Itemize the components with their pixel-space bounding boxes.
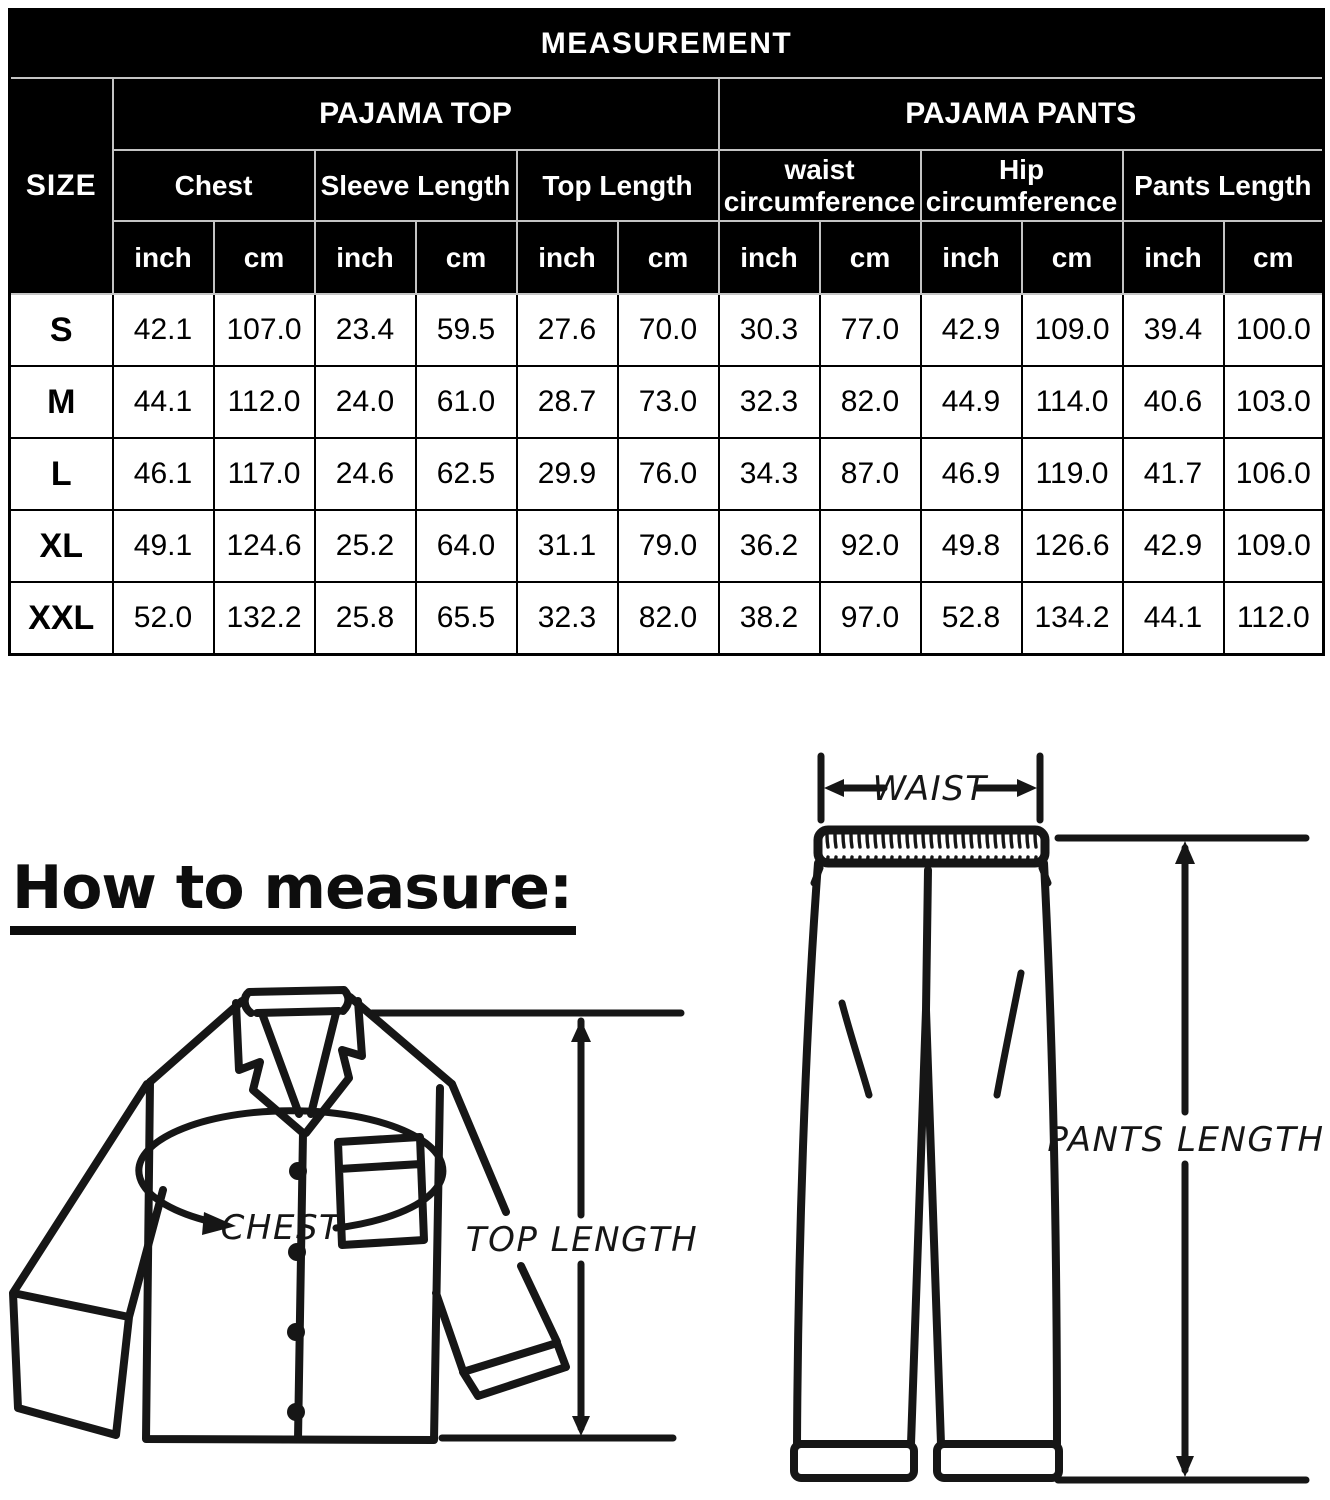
measurement-cell: 49.8 (921, 510, 1022, 582)
measurement-cell: 112.0 (214, 366, 315, 438)
pants-length-label: PANTS LENGTH (1047, 1120, 1325, 1160)
measurement-cell: 42.9 (921, 294, 1022, 366)
unit-header: inch (315, 221, 416, 294)
measurement-cell: 40.6 (1123, 366, 1224, 438)
measurement-cell: 23.4 (315, 294, 416, 366)
unit-header: cm (416, 221, 517, 294)
measurement-cell: 49.1 (113, 510, 214, 582)
group-header-pajama-top: PAJAMA TOP (113, 78, 719, 150)
how-to-measure-illustration (0, 720, 1330, 1500)
measurement-cell: 30.3 (719, 294, 820, 366)
measurement-cell: 44.1 (113, 366, 214, 438)
measurement-cell: 42.9 (1123, 510, 1224, 582)
measurement-cell: 70.0 (618, 294, 719, 366)
unit-header: inch (113, 221, 214, 294)
measurement-cell: 107.0 (214, 294, 315, 366)
measurement-cell: 92.0 (820, 510, 921, 582)
measurement-cell: 82.0 (820, 366, 921, 438)
measure-header-pants-length: Pants Length (1123, 150, 1324, 221)
measurement-cell: 61.0 (416, 366, 517, 438)
arrow-up-icon (571, 1020, 591, 1042)
size-row-xxl (10, 582, 1324, 655)
button-dot (287, 1403, 305, 1421)
measurement-cell: 46.1 (113, 438, 214, 510)
measurement-cell: 132.2 (214, 582, 315, 655)
waistband (818, 830, 1045, 863)
unit-header: inch (719, 221, 820, 294)
measurement-table (8, 8, 1325, 656)
measurement-cell: 36.2 (719, 510, 820, 582)
measurement-cell: 117.0 (214, 438, 315, 510)
measurement-cell: 59.5 (416, 294, 517, 366)
size-label: S (10, 294, 113, 366)
arrow-up-icon (1175, 841, 1195, 864)
top-length-label: TOP LENGTH (465, 1220, 699, 1260)
measurement-cell: 29.9 (517, 438, 618, 510)
measurement-cell: 46.9 (921, 438, 1022, 510)
measurement-cell: 42.1 (113, 294, 214, 366)
waist-label: WAIST (872, 769, 988, 809)
unit-header: cm (214, 221, 315, 294)
measurement-cell: 73.0 (618, 366, 719, 438)
measurement-cell: 64.0 (416, 510, 517, 582)
measurement-cell: 32.3 (517, 582, 618, 655)
unit-header: inch (1123, 221, 1224, 294)
measurement-cell: 109.0 (1022, 294, 1123, 366)
measurement-cell: 52.8 (921, 582, 1022, 655)
size-label: M (10, 366, 113, 438)
how-to-measure-section (0, 720, 1330, 1500)
measurement-cell: 87.0 (820, 438, 921, 510)
measurement-cell: 114.0 (1022, 366, 1123, 438)
measurement-cell: 25.8 (315, 582, 416, 655)
unit-header: inch (921, 221, 1022, 294)
measurement-cell: 134.2 (1022, 582, 1123, 655)
measurement-cell: 31.1 (517, 510, 618, 582)
measurement-cell: 24.6 (315, 438, 416, 510)
measure-header-chest: Chest (113, 150, 315, 221)
table-title: MEASUREMENT (10, 10, 1324, 79)
measurement-cell: 77.0 (820, 294, 921, 366)
measurement-cell: 38.2 (719, 582, 820, 655)
measurement-cell: 79.0 (618, 510, 719, 582)
measurement-cell: 106.0 (1224, 438, 1324, 510)
unit-header: inch (517, 221, 618, 294)
size-row-s (10, 294, 1324, 366)
measure-header-waist: waist circumference (719, 150, 921, 221)
measurement-cell: 103.0 (1224, 366, 1324, 438)
arrow-down-icon (1176, 1456, 1194, 1477)
measurement-cell: 62.5 (416, 438, 517, 510)
measure-header-hip: Hip circumference (921, 150, 1123, 221)
arrow-left-icon (824, 779, 844, 797)
measurement-cell: 27.6 (517, 294, 618, 366)
measurement-cell: 39.4 (1123, 294, 1224, 366)
measure-header-sleeve-length: Sleeve Length (315, 150, 517, 221)
measurement-cell: 76.0 (618, 438, 719, 510)
unit-header: cm (618, 221, 719, 294)
pants-cuff (794, 1444, 914, 1478)
measure-header-top-length: Top Length (517, 150, 719, 221)
measurement-cell: 112.0 (1224, 582, 1324, 655)
measurement-cell: 124.6 (214, 510, 315, 582)
how-to-measure-heading: How to measure: (10, 854, 576, 935)
measurement-cell: 32.3 (719, 366, 820, 438)
chest-label: CHEST (220, 1208, 342, 1248)
measurement-cell: 28.7 (517, 366, 618, 438)
button-dot (287, 1323, 305, 1341)
size-row-xl (10, 510, 1324, 582)
pants-cuff (937, 1444, 1059, 1478)
unit-header: cm (820, 221, 921, 294)
size-row-l (10, 438, 1324, 510)
measurement-cell: 126.6 (1022, 510, 1123, 582)
measurement-cell: 41.7 (1123, 438, 1224, 510)
size-row-m (10, 366, 1324, 438)
measurement-cell: 34.3 (719, 438, 820, 510)
size-label: XXL (10, 582, 113, 655)
unit-header: cm (1022, 221, 1123, 294)
measurement-cell: 24.0 (315, 366, 416, 438)
arrow-down-icon (572, 1416, 590, 1436)
group-header-pajama-pants: PAJAMA PANTS (719, 78, 1324, 150)
measurement-cell: 100.0 (1224, 294, 1324, 366)
measurement-cell: 44.1 (1123, 582, 1224, 655)
measurement-cell: 97.0 (820, 582, 921, 655)
arrow-right-icon (1017, 779, 1037, 797)
measurement-cell: 25.2 (315, 510, 416, 582)
measurement-cell: 44.9 (921, 366, 1022, 438)
measurement-cell: 119.0 (1022, 438, 1123, 510)
measurement-cell: 52.0 (113, 582, 214, 655)
size-label: XL (10, 510, 113, 582)
pajama-pants-sketch (794, 830, 1059, 1478)
unit-header: cm (1224, 221, 1324, 294)
size-column-header: SIZE (10, 78, 113, 294)
button-dot (289, 1162, 307, 1180)
size-label: L (10, 438, 113, 510)
measurement-cell: 82.0 (618, 582, 719, 655)
measurement-cell: 109.0 (1224, 510, 1324, 582)
measurement-cell: 65.5 (416, 582, 517, 655)
